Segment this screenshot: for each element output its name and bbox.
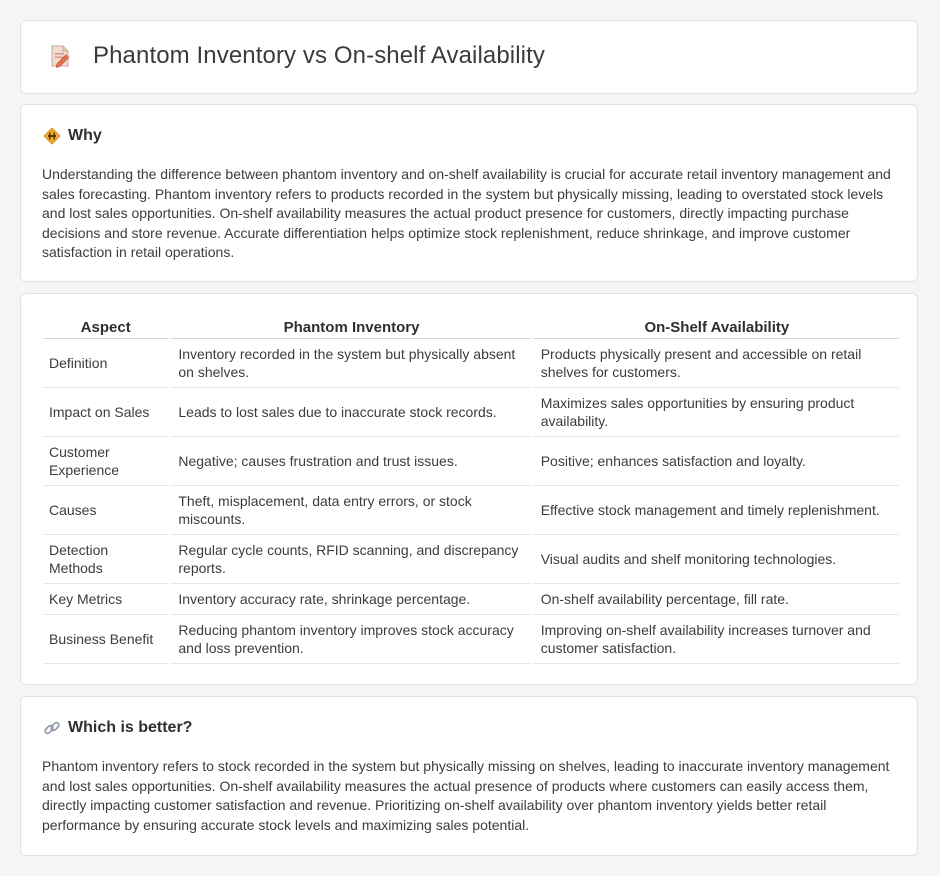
row-phantom: Inventory accuracy rate, shrinkage percentage. [168,584,530,615]
row-shelf: Maximizes sales opportunities by ensuring product availability. [531,388,899,437]
row-phantom: Theft, misplacement, data entry errors, or stock miscounts. [168,486,530,535]
row-aspect: Key Metrics [43,584,168,615]
better-heading-row [43,719,192,737]
row-shelf: Visual audits and shelf monitoring technologies. [531,535,899,584]
row-phantom: Reducing phantom inventory improves stock accuracy and loss prevention. [168,615,530,664]
table-row [43,535,899,584]
why-card [20,104,918,282]
road-sign-icon [43,127,61,145]
title-row [47,42,545,70]
document-pencil-icon [47,43,73,69]
row-shelf: On-shelf availability percentage, fill rate. [531,584,899,615]
better-heading: Which is better? [68,719,193,736]
table-row [43,388,899,437]
row-aspect: Detection Methods [43,535,168,584]
table-row [43,339,899,388]
row-shelf: Positive; enhances satisfaction and loyalty. [531,437,899,486]
row-shelf: Products physically present and accessible on retail shelves for customers. [531,339,899,388]
comparison-card [20,293,918,685]
row-aspect: Causes [43,486,168,535]
header-aspect: Aspect [43,316,168,339]
header-on-shelf-availability: On-Shelf Availability [531,316,899,339]
better-text: Phantom inventory refers to stock recorded in the system but physically missing on shelves, leading to inaccurate inventory management and lost sales opportunities. On-shelf availability measures the actual presence of products where customers can easily access them, directly impacting customer satisfaction and revenue. Prioritizing on-shelf availability over phantom inventory yields better retail performance by ensuring accurate stock levels and maximizing sales potential. [42,758,890,833]
table-row [43,437,899,486]
table-header-row [43,316,899,339]
row-phantom: Inventory recorded in the system but physically absent on shelves. [168,339,530,388]
row-phantom: Leads to lost sales due to inaccurate stock records. [168,388,530,437]
why-text: Understanding the difference between phantom inventory and on-shelf availability is crucial for accurate retail inventory management and sales forecasting. Phantom inventory refers to products recorded in the system but physically missing, leading to overstated stock levels and lost sales opportunities. On-shelf availability measures the actual product presence for customers, directly impacting purchase decisions and store revenue. Accurate differentiation helps optimize stock replenishment, reduce shrinkage, and improve customer satisfaction in retail operations. [42,166,891,261]
row-aspect: Customer Experience [43,437,168,486]
table-row [43,615,899,664]
why-heading: Why [68,127,102,144]
table-row [43,584,899,615]
row-aspect: Business Benefit [43,615,168,664]
row-phantom: Negative; causes frustration and trust issues. [168,437,530,486]
row-shelf: Effective stock management and timely replenishment. [531,486,899,535]
page-title: Phantom Inventory vs On-shelf Availability [93,42,545,69]
table-row [43,486,899,535]
comparison-table [43,316,899,664]
which-better-card [20,696,918,856]
row-aspect: Impact on Sales [43,388,168,437]
row-phantom: Regular cycle counts, RFID scanning, and discrepancy reports. [168,535,530,584]
why-heading-row [43,127,102,145]
row-aspect: Definition [43,339,168,388]
row-shelf: Improving on-shelf availability increases turnover and customer satisfaction. [531,615,899,664]
link-icon [43,719,61,737]
header-card [20,20,918,94]
header-phantom-inventory: Phantom Inventory [168,316,530,339]
